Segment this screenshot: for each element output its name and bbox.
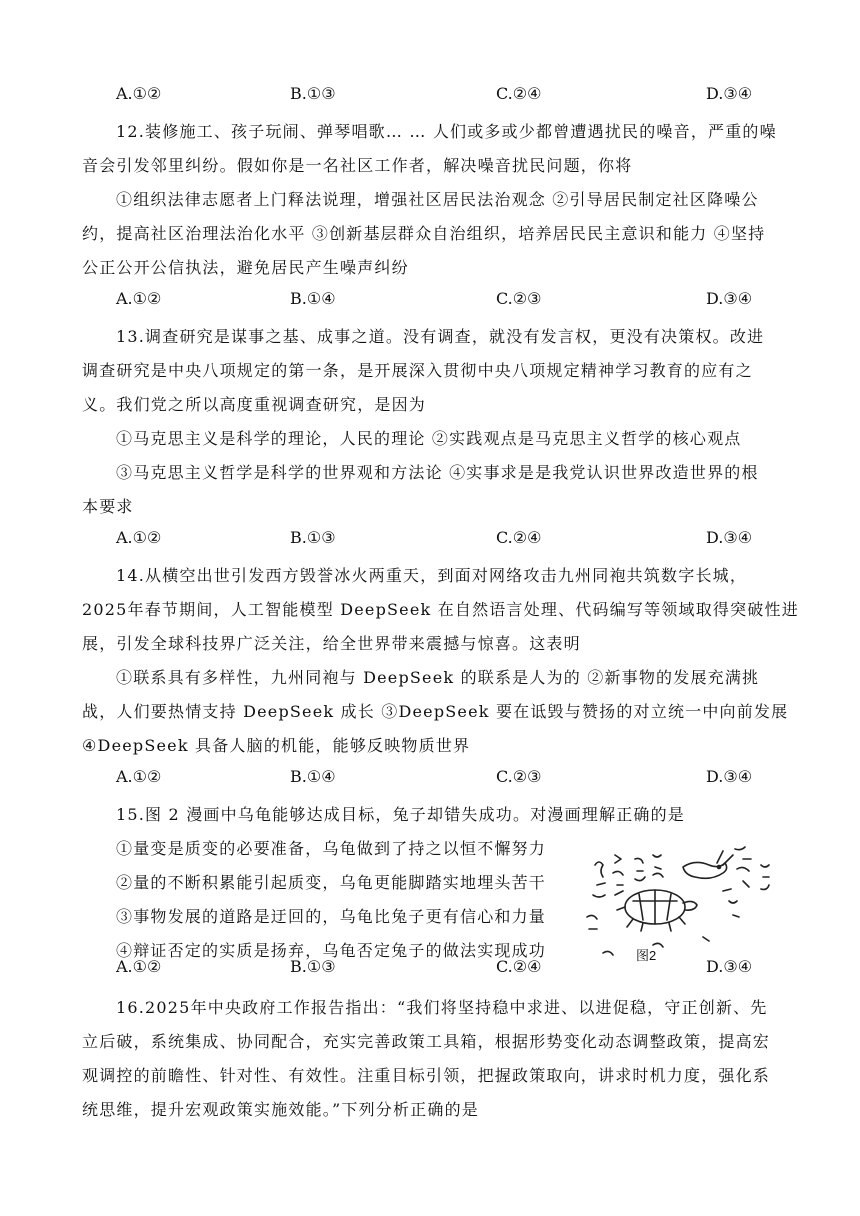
option-a[interactable]: A.①② (116, 289, 162, 308)
q15-item-line: ③事物发展的道路是迂回的，乌龟比兔子更有信心和力量 (116, 907, 547, 926)
q13-item-line: ③马克思主义哲学是科学的世界观和方法论 ④实事求是是我党认识世界改造世界的根 (116, 463, 759, 482)
option-c[interactable]: C.②④ (496, 957, 542, 976)
q15-options (116, 957, 776, 981)
q12-item-line: ①组织法律志愿者上门释法说理，增强社区居民法治观念 ②引导居民制定社区降噪公 (116, 190, 759, 209)
q13-item-line: ①马克思主义是科学的理论，人民的理论 ②实践观点是马克思主义哲学的核心观点 (116, 429, 742, 448)
q16-stem-line: 观调控的前瞻性、针对性、有效性。注重目标引领，把握政策取向，讲求时机力度，强化系 (82, 1066, 771, 1085)
option-c[interactable]: C.②③ (496, 289, 542, 308)
option-b[interactable]: B.①④ (290, 289, 336, 308)
option-d[interactable]: D.③④ (706, 957, 753, 976)
q14-item-line: ④DeepSeek 具备人脑的机能，能够反映物质世界 (82, 736, 471, 755)
option-c[interactable]: C.②④ (496, 84, 542, 103)
q15-item-line: ①量变是质变的必要准备，乌龟做到了持之以恒不懈努力 (116, 839, 547, 858)
option-b[interactable]: B.①④ (290, 767, 336, 786)
q12-stem-line: 12.装修施工、孩子玩闹、弹琴唱歌… … 人们或多或少都曾遭遇扰民的噪音，严重的噪 (116, 122, 777, 141)
q15-item-line: ④辩证否定的实质是扬弃，乌龟否定兔子的做法实现成功 (116, 941, 547, 960)
q14-stem-line: 展，引发全球科技界广泛关注，给全世界带来震撼与惊喜。这表明 (82, 634, 581, 653)
q13-options (116, 528, 776, 552)
q14-options (116, 767, 776, 791)
q12-stem-line: 音会引发邻里纠纷。假如你是一名社区工作者，解决噪音扰民问题，你将 (82, 156, 633, 175)
q14-item-line: 战，人们要热情支持 DeepSeek 成长 ③DeepSeek 要在诋毁与赞扬的对立统一中向前发展 (82, 702, 789, 721)
q13-stem-line: 13.调查研究是谋事之基、成事之道。没有调查，就没有发言权，更没有决策权。改进 (116, 327, 765, 346)
q13-item-line: 本要求 (82, 497, 134, 516)
figure-caption: 图2 (636, 948, 657, 963)
q12-item-line: 公正公开公信执法，避免居民产生噪声纠纷 (82, 258, 409, 277)
option-c[interactable]: C.②④ (496, 528, 542, 547)
q11-options (116, 84, 776, 108)
q14-stem-line: 14.从横空出世引发西方毁誉冰火两重天，到面对网络攻击九州同袍共筑数字长城， (116, 566, 748, 585)
q16-stem-line: 16.2025年中央政府工作报告指出：“我们将坚持稳中求进、以进促稳，守正创新、先 (116, 998, 768, 1017)
q13-stem-line: 义。我们党之所以高度重视调查研究，是因为 (82, 395, 427, 414)
option-d[interactable]: D.③④ (706, 289, 753, 308)
option-a[interactable]: A.①② (116, 84, 162, 103)
q15-stem-line: 15.图 2 漫画中乌龟能够达成目标，兔子却错失成功。对漫画理解正确的是 (116, 805, 685, 824)
q12-item-line: 约，提高社区治理法治化水平 ③创新基层群众自治组织，培养居民民主意识和能力 ④坚持 (82, 224, 766, 243)
q13-stem-line: 调查研究是中央八项规定的第一条，是开展深入贯彻中央八项规定精神学习教育的应有之 (82, 361, 753, 380)
hare-body (683, 862, 727, 878)
option-c[interactable]: C.②③ (496, 767, 542, 786)
option-b[interactable]: B.①③ (290, 957, 336, 976)
option-b[interactable]: B.①③ (290, 84, 336, 103)
q15-item-line: ②量的不断积累能引起质变，乌龟更能脚踏实地埋头苦干 (116, 873, 547, 892)
option-d[interactable]: D.③④ (706, 767, 753, 786)
q12-options (116, 289, 776, 313)
q16-stem-line: 统思维，提升宏观政策实施效能。”下列分析正确的是 (82, 1100, 479, 1119)
option-d[interactable]: D.③④ (706, 84, 753, 103)
q14-stem-line: 2025年春节期间，人工智能模型 DeepSeek 在自然语言处理、代码编写等领域取得突破性进 (82, 600, 799, 619)
q16-stem-line: 立后破，系统集成、协同配合，充实完善政策工具箱，根据形势变化动态调整政策，提高宏 (82, 1032, 771, 1051)
option-d[interactable]: D.③④ (706, 528, 753, 547)
option-a[interactable]: A.①② (116, 957, 162, 976)
tortoise-hare-cartoon (583, 845, 783, 965)
option-a[interactable]: A.①② (116, 767, 162, 786)
q14-item-line: ①联系具有多样性，九州同袍与 DeepSeek 的联系是人为的 ②新事物的发展充满挑 (116, 668, 760, 687)
option-a[interactable]: A.①② (116, 528, 162, 547)
option-b[interactable]: B.①③ (290, 528, 336, 547)
